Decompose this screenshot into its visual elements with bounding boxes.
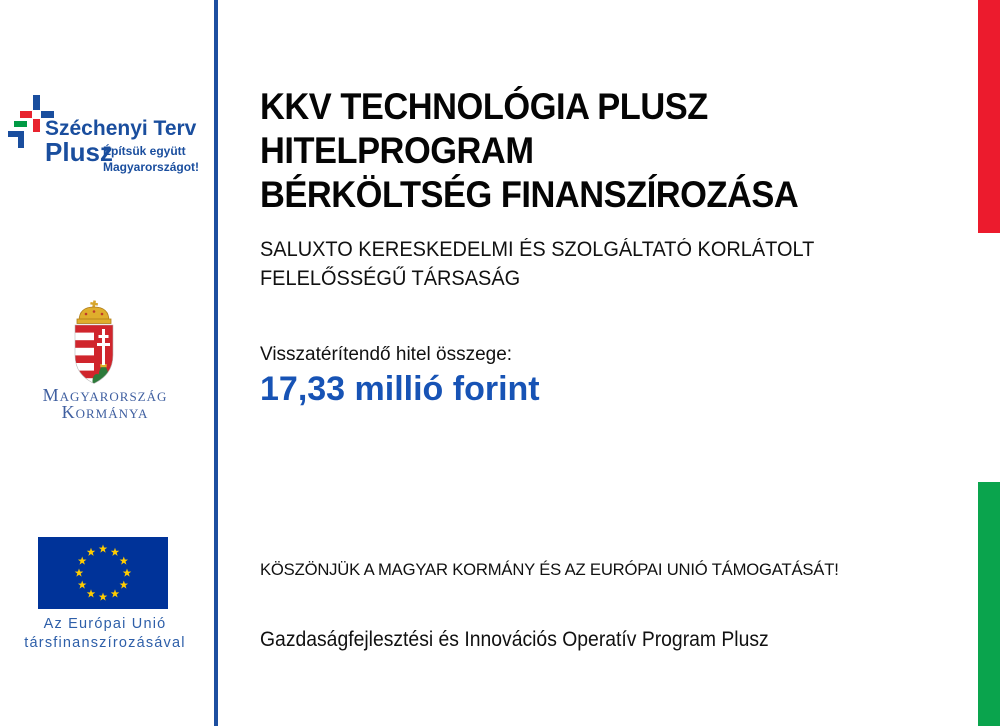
vertical-divider-line [214,0,218,726]
operative-program-line: Gazdaságfejlesztési és Innovációs Operatív Program Plusz [260,627,769,651]
eu-cofinancing-text [5,615,205,653]
funding-label: Visszatérítendő hitel összege: [260,344,513,365]
program-title-line3: BÉRKÖLTSÉG FINANSZÍROZÁSA [260,174,799,215]
red-edge-bar [978,0,1000,233]
szechenyi-tagline-line1: Építsük együtt [103,144,186,158]
eu-flag-icon [38,537,168,609]
beneficiary-name [260,235,814,293]
program-title [260,85,798,217]
government-text-line2: Kormánya [61,402,149,422]
program-title-line1: KKV TECHNOLÓGIA PLUSZ [260,86,708,127]
szechenyi-tagline-line2: Magyarországot! [103,160,200,174]
szechenyi-logo-name: Széchenyi Terv [45,117,197,140]
hungary-coat-of-arms-icon [72,300,116,386]
government-logo-text [10,387,200,421]
government-text-line1: Magyarország [42,385,168,405]
szechenyi-logo-tagline [103,143,199,175]
eu-text-line1: Az Európai Unió [43,616,167,632]
eu-text-line2: társfinanszírozásával [24,635,186,651]
thanks-line: KÖSZÖNJÜK A MAGYAR KORMÁNY ÉS AZ EURÓPAI UNIÓ TÁMOGATÁSÁT! [260,560,839,579]
beneficiary-line1: SALUXTO KERESKEDELMI ÉS SZOLGÁLTATÓ KORLÁTOLT [260,238,815,261]
funding-amount: 17,33 millió forint [260,370,540,408]
beneficiary-line2: FELELŐSSÉGŰ TÁRSASÁG [260,267,521,290]
szechenyi-logo-plusz: Plusz [45,137,113,167]
program-title-line2: HITELPROGRAM [260,130,534,171]
green-edge-bar [978,482,1000,726]
